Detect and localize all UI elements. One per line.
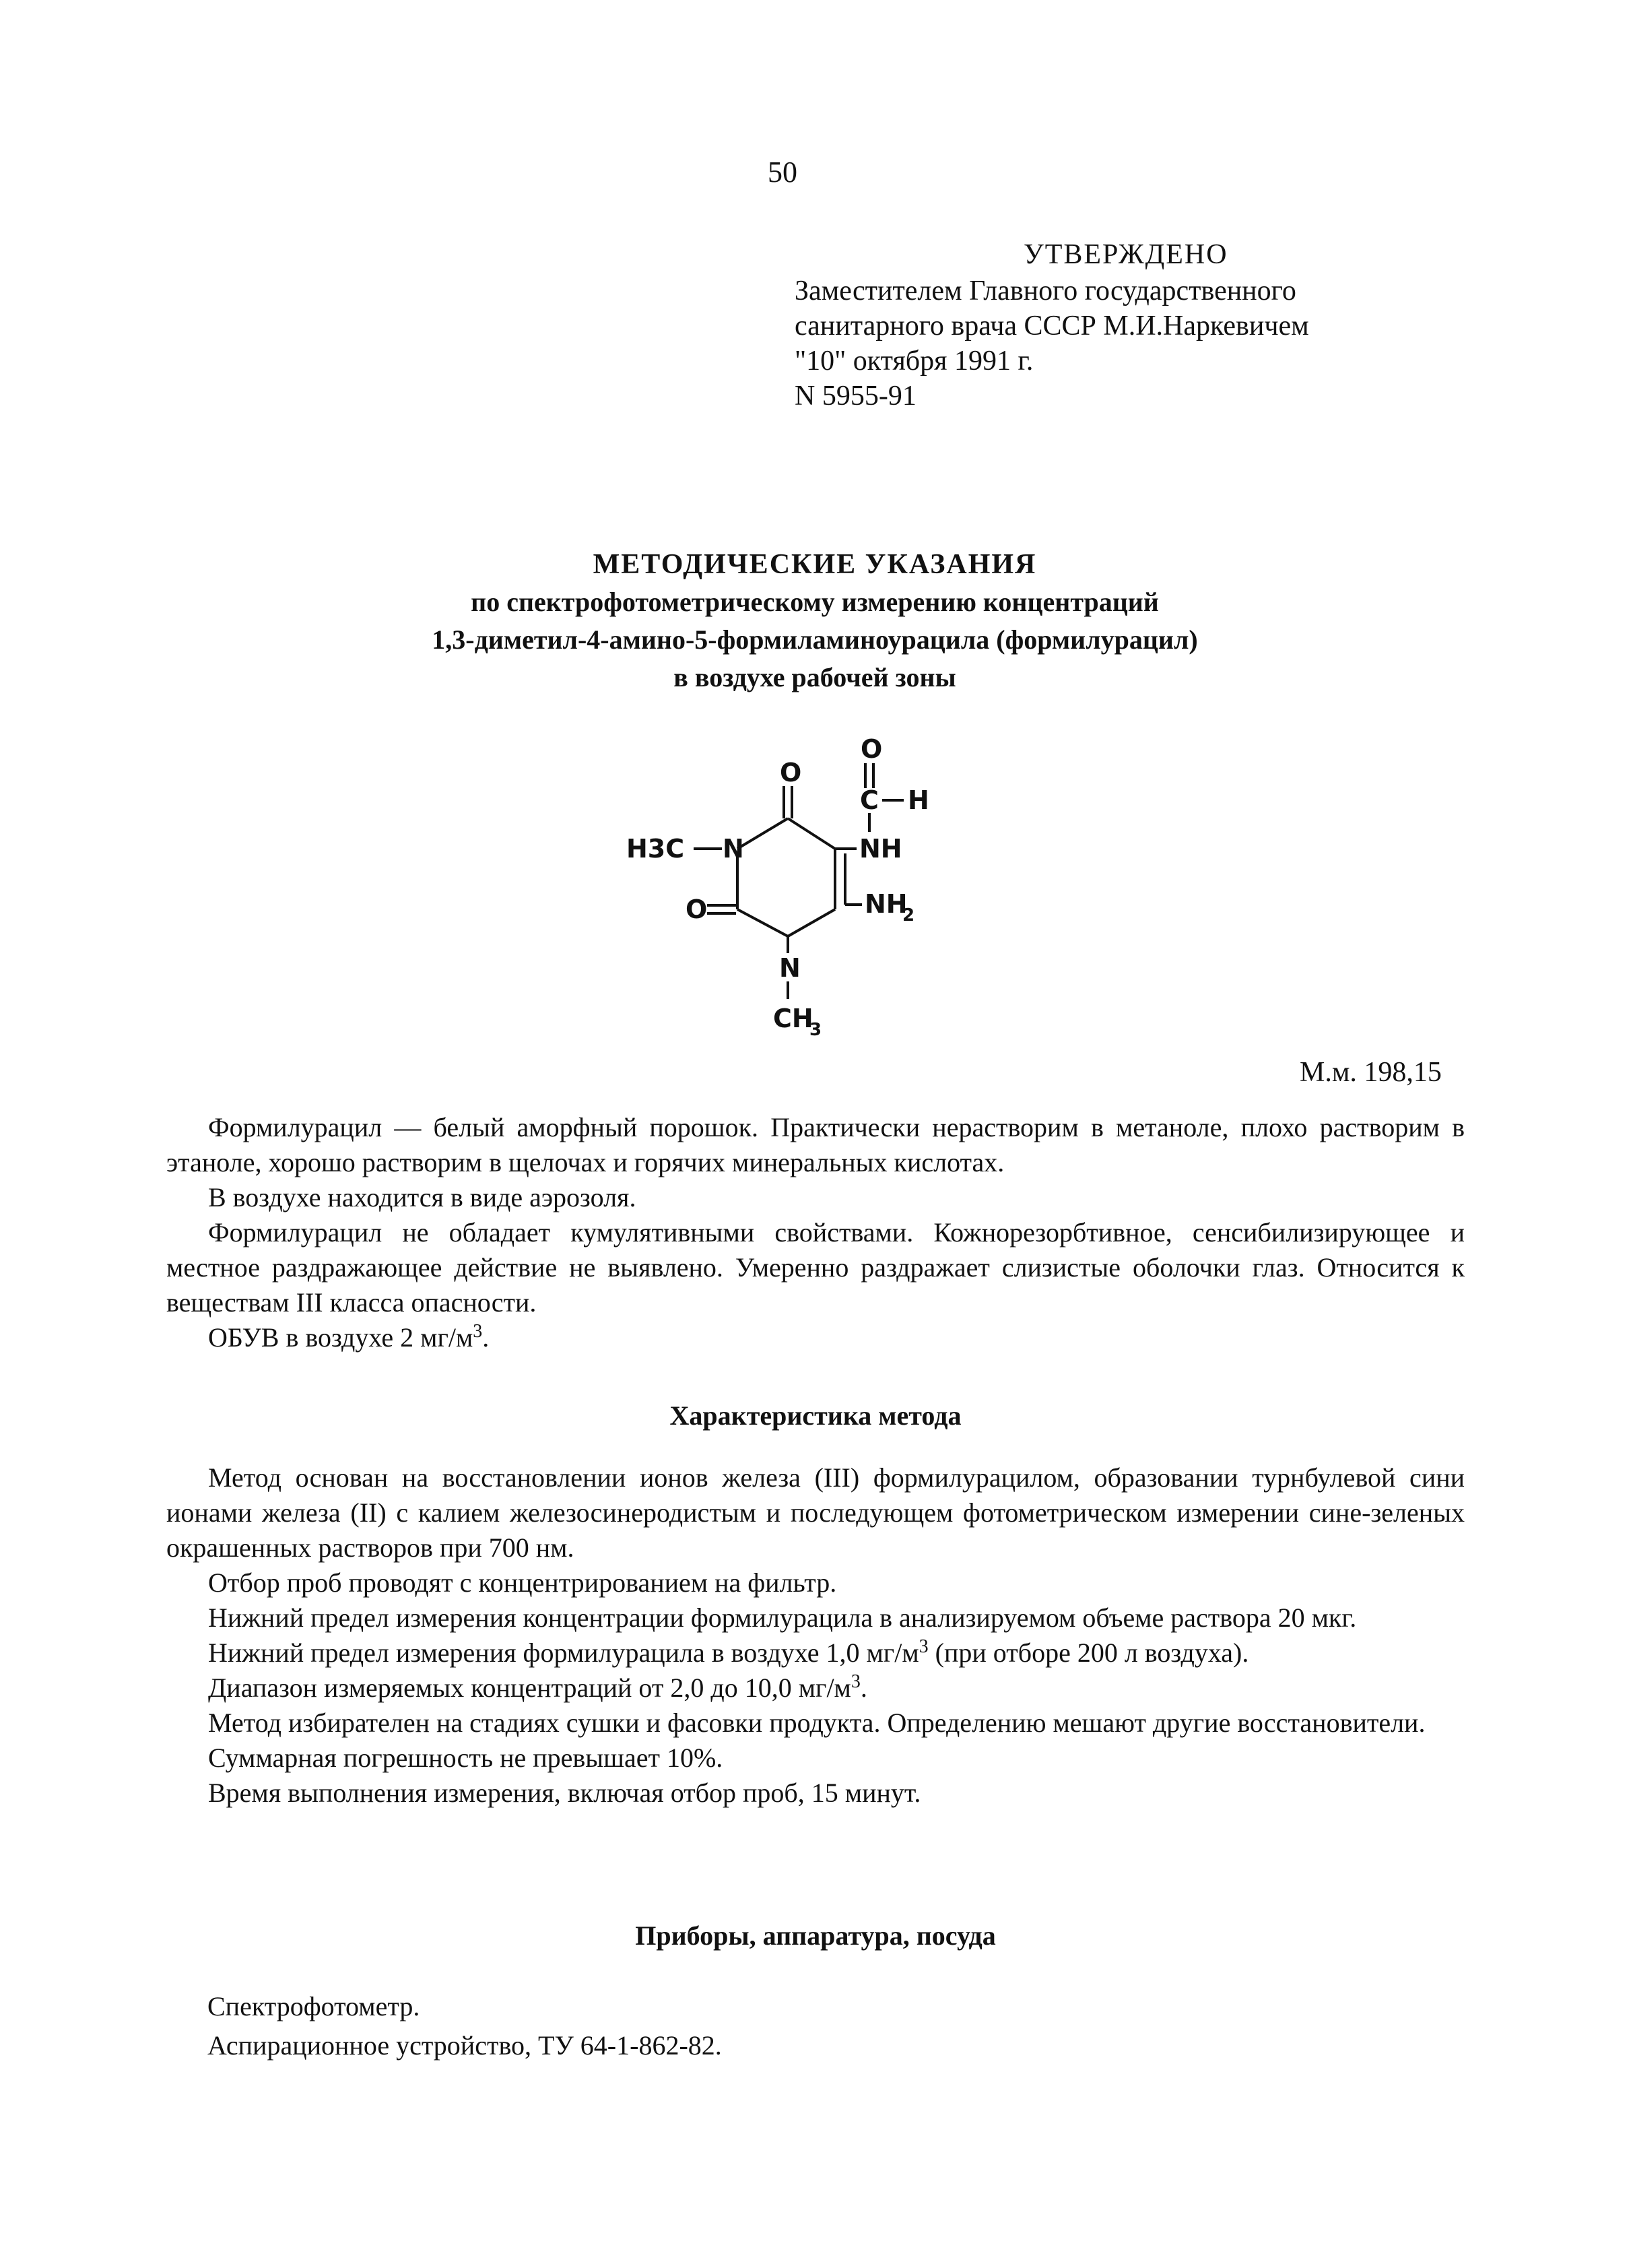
list-item: Спектрофотометр. [207, 1991, 420, 2021]
bond [737, 818, 788, 849]
paragraph: ОБУВ в воздухе 2 $мг/м^3$. [208, 1321, 490, 1353]
paragraph: Формилурацил не обладает кумулятивными свойствами. Кожнорезорбтивное, сенсибилизирующее и местное раздражающее действие не выявлено. Умеренно раздражает слизистые оболочки глаз. Относится к веществам III класса опасности. [166, 1217, 1465, 1318]
equipment-list [207, 1987, 1420, 2065]
paragraph: В воздухе находится в виде аэрозоля. [208, 1182, 636, 1212]
atom-label: CH [773, 1004, 813, 1033]
paragraph: Нижний предел измерения концентрации формилурацила в анализируемом объеме раствора 20 мкг. [208, 1602, 1357, 1633]
approval-number: N 5955-91 [795, 381, 917, 412]
atom-label: 2 [902, 905, 915, 926]
bond [788, 818, 835, 849]
atom-label: C [860, 785, 879, 815]
method-section [166, 1460, 1465, 1811]
atom-label: O [686, 895, 708, 924]
paragraph: Диапазон измеряемых концентраций от 2,0 до 10,0 $мг/м^3$. [208, 1671, 867, 1703]
molecular-weight: М.м. 198,15 [1300, 1057, 1442, 1088]
atom-label: 3 [809, 1020, 822, 1040]
bond [737, 909, 788, 936]
approval-title: УТВЕРЖДЕНО [1024, 239, 1228, 270]
atom-label: O [861, 734, 883, 764]
paragraph: Время выполнения измерения, включая отбор проб, 15 минут. [208, 1778, 921, 1808]
list-item: Аспирационное устройство, ТУ 64-1-862-82. [207, 2030, 722, 2061]
paragraph: Суммарная погрешность не превышает 10%. [208, 1743, 723, 1773]
paragraph: Отбор проб проводят с концентрированием на фильтр. [208, 1567, 837, 1598]
document-subtitle: 1,3-диметил-4-амино-5-формиламиноурацила (формилурацил) [432, 624, 1198, 655]
approval-date: "10" октября 1991 г. [795, 346, 1034, 377]
approval-block [795, 237, 1468, 414]
approval-line: Заместителем Главного государственного [795, 276, 1296, 306]
atom-label: H3C [626, 834, 685, 864]
method-heading: Характеристика метода [669, 1400, 962, 1431]
document-main-title: МЕТОДИЧЕСКИЕ УКАЗАНИЯ [593, 549, 1037, 580]
approval-line: санитарного врача СССР М.И.Наркевичем [795, 311, 1309, 342]
page-number: 50 [768, 156, 797, 189]
atom-label: NH [865, 889, 908, 919]
atom-label: H [908, 785, 929, 815]
atom-label: N [779, 953, 801, 983]
atom-label: O [780, 758, 802, 787]
atom-label: NH [859, 834, 902, 864]
paragraph: Нижний предел измерения формилурацила в воздухе 1,0 $мг/м^3$ (при отборе 200 л воздуха). [208, 1636, 1249, 1668]
equipment-heading: Приборы, аппаратура, посуда [635, 1920, 996, 1951]
paragraph: Метод основан на восстановлении ионов железа (III) формилурацилом, образовании турнбулевой сини ионами железа (II) с калием железосинеродистым и последующем фотометрическом измерении сине-зеленых окрашенных растворов при 700 нм. [166, 1462, 1465, 1563]
chemical-structure [626, 731, 963, 1041]
document-subtitle: в воздухе рабочей зоны [673, 662, 956, 692]
intro-section [166, 1110, 1465, 1355]
paragraph: Метод избирателен на стадиях сушки и фасовки продукта. Определению мешают другие восстановители. [208, 1708, 1426, 1738]
bond [788, 909, 835, 936]
paragraph: Формилурацил — белый аморфный порошок. Практически нерастворим в метаноле, плохо растворим в этаноле, хорошо растворим в щелочах и горячих минеральных кислотах. [166, 1112, 1465, 1177]
document-title [202, 546, 1428, 696]
atom-label: N [723, 834, 744, 864]
document-subtitle: по спектрофотометрическому измерению концентраций [471, 587, 1159, 617]
